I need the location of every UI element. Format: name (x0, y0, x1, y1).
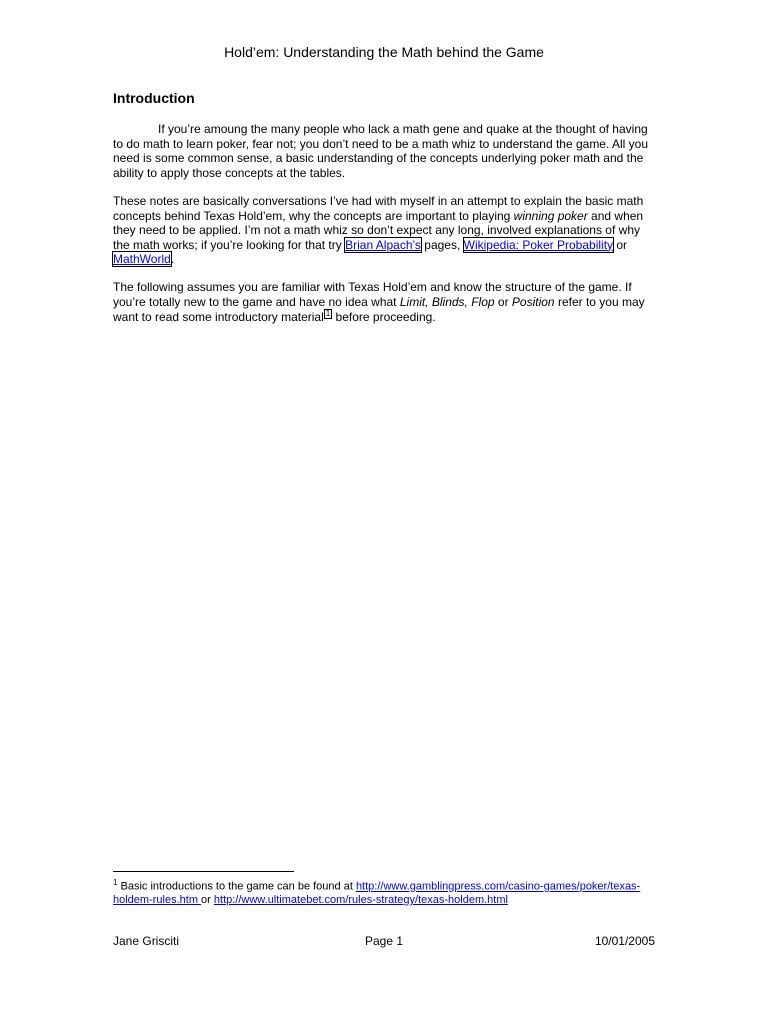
link-mathworld[interactable]: MathWorld (113, 252, 171, 266)
link-gamblingpress[interactable]: http://www.gamblingpress.com/casino-games/poker/texas-holdem-rules.htm (113, 880, 641, 907)
paragraph-assumptions: The following assumes you are familiar with Texas Hold’em and know the structure of the game. If you’re totally new to the game and have no idea what Limit, Blinds, Flop or Position refer to you may want to read some introductory material 1 before proceeding. (113, 280, 645, 324)
emphasis-limit-blinds-flop: Limit, Blinds, Flop (399, 294, 495, 309)
link-brian-alpach[interactable]: Brian Alpach’s (345, 237, 421, 252)
footnote: $^1$ Basic introductions to the game can be found at http://www.gamblingpress.com/casino-games/poker/texas-holdem-rules.htm or http://www.ultimatebet.com/rules-strategy/texas-holdem.html (113, 878, 641, 907)
section-heading: Introduction (113, 90, 195, 106)
footer-date: 10/01/2005 (594, 934, 655, 948)
link-wikipedia-poker-probability[interactable]: Wikipedia: Poker Probability (463, 237, 614, 252)
paragraph-intro (113, 122, 658, 180)
paragraph-text: If you’re amoung the many people who lack a math gene and quake at the thought of having to do math to learn poker, fear not; you don’t need to be a math whiz to understand the game. All you need is some common sense, a basic understanding of the concepts underlying poker math and the ability to apply those concepts at the tables. (113, 122, 649, 180)
footer-page-number: Page 1 (364, 934, 404, 948)
paragraph-notes: These notes are basically conversations I’ve had with myself in an attempt to explain the basic math concepts behind Texas Hold’em, why the concepts are important to playing winning poker and when they need to be applied. I’m not a math whiz so don’t expect any long, involved explanations of why the math works; if you’re looking for that try Brian Alpach’s pages, Wikipedia: Poker Probability or MathWorld. (113, 194, 644, 266)
footnote-number: 1 (113, 878, 118, 887)
emphasis-position: Position (511, 294, 555, 309)
document-title: Hold’em: Understanding the Math behind the Game (224, 44, 544, 60)
footer-author: Jane Grisciti (113, 934, 180, 948)
footnote-reference[interactable]: 1 (325, 309, 331, 318)
footnote-divider (113, 871, 294, 872)
emphasis-winning-poker: winning poker (513, 208, 588, 223)
link-ultimatebet[interactable]: http://www.ultimatebet.com/rules-strategy/texas-holdem.html (213, 894, 508, 907)
